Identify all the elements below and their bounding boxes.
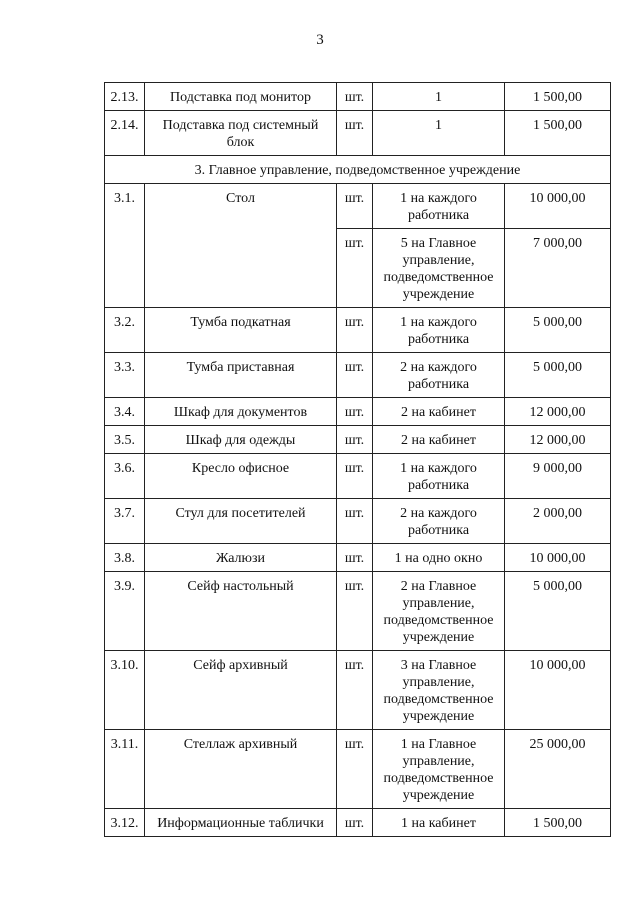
- quantity: 1: [373, 83, 505, 111]
- row-number: 3.5.: [105, 426, 145, 454]
- item-name: Шкаф для одежды: [145, 426, 337, 454]
- quantity: 1 на каждого работника: [373, 308, 505, 353]
- table-row: [105, 83, 611, 111]
- row-number: 2.13.: [105, 83, 145, 111]
- table-row: [105, 398, 611, 426]
- table-row: [105, 111, 611, 156]
- price: 9 000,00: [505, 454, 611, 499]
- quantity: 1 на Главное управление, подведомственное учреждение: [373, 730, 505, 809]
- price: 25 000,00: [505, 730, 611, 809]
- section-title: 3. Главное управление, подведомственное учреждение: [105, 156, 611, 184]
- price: 1 500,00: [505, 111, 611, 156]
- table-row: [105, 454, 611, 499]
- furniture-norms-table: [104, 82, 611, 837]
- item-name: Стол: [145, 184, 337, 308]
- quantity: 2 на Главное управление, подведомственное учреждение: [373, 572, 505, 651]
- unit: шт.: [337, 398, 373, 426]
- price: 2 000,00: [505, 499, 611, 544]
- quantity: 2 на каждого работника: [373, 499, 505, 544]
- row-number: 2.14.: [105, 111, 145, 156]
- unit: шт.: [337, 184, 373, 229]
- price: 12 000,00: [505, 426, 611, 454]
- unit: шт.: [337, 572, 373, 651]
- row-number: 3.9.: [105, 572, 145, 651]
- item-name: Стул для посетителей: [145, 499, 337, 544]
- quantity: 2 на кабинет: [373, 398, 505, 426]
- item-name: Сейф настольный: [145, 572, 337, 651]
- table-row: [105, 426, 611, 454]
- item-name: Подставка под монитор: [145, 83, 337, 111]
- item-name: Жалюзи: [145, 544, 337, 572]
- row-number: 3.8.: [105, 544, 145, 572]
- price: 5 000,00: [505, 308, 611, 353]
- item-name: Подставка под системный блок: [145, 111, 337, 156]
- unit: шт.: [337, 499, 373, 544]
- item-name: Информационные таблички: [145, 809, 337, 837]
- price: 5 000,00: [505, 572, 611, 651]
- item-name: Стеллаж архивный: [145, 730, 337, 809]
- unit: шт.: [337, 809, 373, 837]
- row-number: 3.11.: [105, 730, 145, 809]
- item-name: Сейф архивный: [145, 651, 337, 730]
- row-number: 3.3.: [105, 353, 145, 398]
- price: 10 000,00: [505, 184, 611, 229]
- quantity: 1 на кабинет: [373, 809, 505, 837]
- unit: шт.: [337, 730, 373, 809]
- price: 10 000,00: [505, 651, 611, 730]
- quantity: 5 на Главное управление, подведомственное учреждение: [373, 229, 505, 308]
- table-row: [105, 809, 611, 837]
- unit: шт.: [337, 111, 373, 156]
- rows-bottom: [105, 308, 611, 837]
- table-row: [105, 544, 611, 572]
- table-row: [105, 353, 611, 398]
- quantity: 2 на каждого работника: [373, 353, 505, 398]
- unit: шт.: [337, 353, 373, 398]
- price: 1 500,00: [505, 83, 611, 111]
- price: 10 000,00: [505, 544, 611, 572]
- item-name: Кресло офисное: [145, 454, 337, 499]
- unit: шт.: [337, 308, 373, 353]
- row-number: 3.4.: [105, 398, 145, 426]
- row-number: 3.1.: [105, 184, 145, 308]
- row-number: 3.12.: [105, 809, 145, 837]
- quantity: 1 на каждого работника: [373, 454, 505, 499]
- quantity: 1 на каждого работника: [373, 184, 505, 229]
- table-row: [105, 499, 611, 544]
- row-number: 3.7.: [105, 499, 145, 544]
- row-number: 3.2.: [105, 308, 145, 353]
- quantity: 1 на одно окно: [373, 544, 505, 572]
- table-row: [105, 572, 611, 651]
- price: 7 000,00: [505, 229, 611, 308]
- price: 1 500,00: [505, 809, 611, 837]
- row-number: 3.10.: [105, 651, 145, 730]
- price: 5 000,00: [505, 353, 611, 398]
- table-row: [105, 308, 611, 353]
- quantity: 1: [373, 111, 505, 156]
- unit: шт.: [337, 426, 373, 454]
- unit: шт.: [337, 651, 373, 730]
- row-number: 3.6.: [105, 454, 145, 499]
- unit: шт.: [337, 544, 373, 572]
- price: 12 000,00: [505, 398, 611, 426]
- section-header-row: [105, 156, 611, 184]
- unit: шт.: [337, 454, 373, 499]
- table-row: [105, 651, 611, 730]
- item-name: Тумба подкатная: [145, 308, 337, 353]
- item-name: Шкаф для документов: [145, 398, 337, 426]
- page-number: 3: [316, 32, 324, 48]
- quantity: 3 на Главное управление, подведомственное учреждение: [373, 651, 505, 730]
- quantity: 2 на кабинет: [373, 426, 505, 454]
- unit: шт.: [337, 83, 373, 111]
- table-row: [105, 184, 611, 229]
- item-name: Тумба приставная: [145, 353, 337, 398]
- table-row: [105, 730, 611, 809]
- unit: шт.: [337, 229, 373, 308]
